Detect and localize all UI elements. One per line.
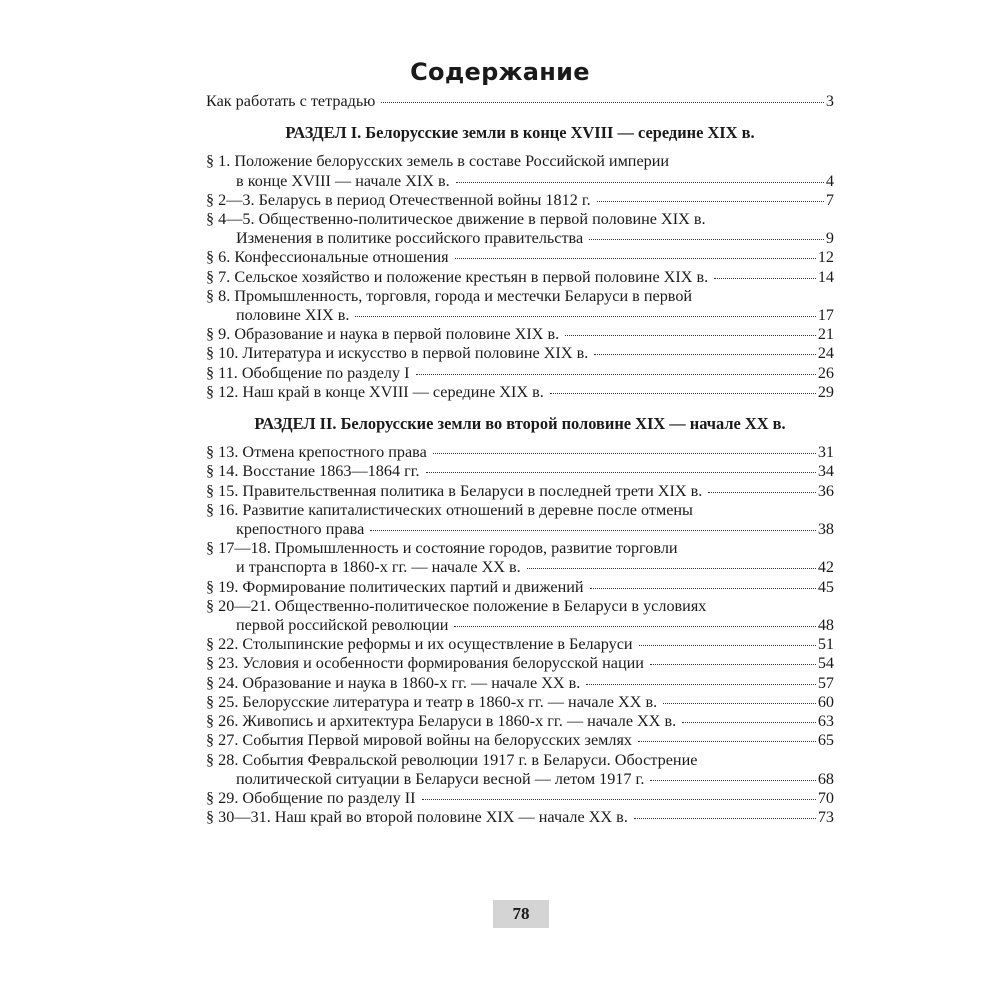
toc-entry-text: § 16. Развитие капиталистических отношений в деревне после отмены bbox=[206, 500, 693, 519]
dot-leader bbox=[355, 316, 815, 317]
toc-entry-page: 3 bbox=[825, 92, 834, 110]
toc-entry-text: § 22. Столыпинские реформы и их осуществление в Беларуси bbox=[206, 635, 633, 654]
toc-entry[interactable] bbox=[206, 152, 834, 190]
dot-leader bbox=[663, 703, 816, 704]
toc-entry-text: § 12. Наш край в конце XVIII — середине XIX в. bbox=[206, 382, 544, 401]
toc-entry[interactable] bbox=[206, 789, 834, 808]
toc-entry-page: 21 bbox=[817, 325, 834, 344]
toc-entry-page: 48 bbox=[817, 616, 834, 635]
toc-entry-text: § 27. События Первой мировой войны на белорусских землях bbox=[206, 731, 632, 750]
toc-entry-page: 70 bbox=[817, 788, 834, 807]
dot-leader bbox=[634, 818, 816, 819]
toc-entry-text: § 7. Сельское хозяйство и положение крестьян в первой половине XIX в. bbox=[206, 267, 709, 286]
toc-entry[interactable] bbox=[206, 654, 834, 673]
toc-entry-page: 57 bbox=[817, 673, 834, 692]
toc-entry-text: § 10. Литература и искусство в первой половине XIX в. bbox=[206, 344, 589, 363]
toc-entry[interactable] bbox=[206, 751, 834, 789]
toc-entry-page: 54 bbox=[817, 654, 834, 673]
toc-entry-page: 34 bbox=[817, 462, 834, 481]
toc-entry[interactable] bbox=[206, 635, 834, 654]
toc-entry-page: 9 bbox=[825, 229, 834, 248]
toc-entry-text: § 30—31. Наш край во второй половине XIX — начале XX в. bbox=[206, 808, 628, 827]
toc-entry[interactable] bbox=[206, 501, 834, 539]
toc-entry-page: 73 bbox=[817, 808, 834, 827]
toc-entry-page: 51 bbox=[817, 635, 834, 654]
toc-entry[interactable] bbox=[206, 578, 834, 597]
toc-entry-page: 38 bbox=[817, 520, 834, 539]
toc-entry-text: Изменения в политике российского правительства bbox=[236, 229, 584, 248]
dot-leader bbox=[565, 335, 816, 336]
table-of-contents bbox=[206, 92, 834, 827]
toc-entry-text: § 26. Живопись и архитектура Беларуси в 1860-х гг. — начале XX в. bbox=[206, 712, 677, 731]
toc-entry-text: в конце XVIII — начале XIX в. bbox=[236, 171, 450, 190]
toc-entry-page: 17 bbox=[817, 306, 834, 325]
toc-entry-text: половине XIX в. bbox=[236, 306, 350, 325]
section-heading: РАЗДЕЛ II. Белорусские земли во второй половине XIX — начале XX в. bbox=[254, 414, 786, 434]
dot-leader bbox=[416, 374, 816, 375]
toc-entry[interactable] bbox=[206, 539, 834, 577]
page-number: 78 bbox=[493, 900, 549, 928]
toc-entry[interactable] bbox=[206, 597, 834, 635]
dot-leader bbox=[381, 102, 824, 103]
toc-entry-text: § 13. Отмена крепостного права bbox=[206, 443, 427, 462]
toc-entry[interactable] bbox=[206, 248, 834, 267]
toc-entry-text: § 20—21. Общественно-политическое положение в Беларуси в условиях bbox=[206, 596, 707, 615]
toc-entry-text: § 19. Формирование политических партий и движений bbox=[206, 577, 584, 596]
toc-entry-text: § 29. Обобщение по разделу II bbox=[206, 788, 416, 807]
dot-leader bbox=[638, 741, 816, 742]
dot-leader bbox=[527, 568, 816, 569]
dot-leader bbox=[456, 182, 824, 183]
toc-entry[interactable] bbox=[206, 268, 834, 287]
toc-entry[interactable] bbox=[206, 383, 834, 402]
dot-leader bbox=[370, 530, 816, 531]
toc-entry[interactable] bbox=[206, 674, 834, 693]
toc-entry-page: 63 bbox=[817, 712, 834, 731]
dot-leader bbox=[650, 780, 815, 781]
toc-entry[interactable] bbox=[206, 287, 834, 325]
toc-entry-text: § 14. Восстание 1863—1864 гг. bbox=[206, 462, 420, 481]
toc-entry-text: крепостного права bbox=[236, 520, 365, 539]
toc-entry[interactable] bbox=[206, 191, 834, 210]
toc-entry-text: § 9. Образование и наука в первой половине XIX в. bbox=[206, 325, 560, 344]
toc-entry-text: § 28. События Февральской революции 1917 г. в Беларуси. Обострение bbox=[206, 750, 698, 769]
toc-entry-page: 31 bbox=[817, 443, 834, 462]
toc-entry-page: 24 bbox=[817, 344, 834, 363]
toc-entry-page: 26 bbox=[817, 363, 834, 382]
toc-entry-text: § 2—3. Беларусь в период Отечественной войны 1812 г. bbox=[206, 190, 591, 209]
toc-entry-page: 60 bbox=[817, 692, 834, 711]
dot-leader bbox=[650, 664, 816, 665]
dot-leader bbox=[433, 453, 816, 454]
dot-leader bbox=[550, 393, 816, 394]
dot-leader bbox=[639, 645, 816, 646]
dot-leader bbox=[426, 472, 816, 473]
toc-entry-text: § 24. Образование и наука в 1860-х гг. — начале XX в. bbox=[206, 673, 581, 692]
toc-entry-page: 29 bbox=[817, 382, 834, 401]
section-heading: РАЗДЕЛ I. Белорусские земли в конце XVIII — середине XIX в. bbox=[285, 123, 755, 143]
toc-entry-text: § 17—18. Промышленность и состояние городов, развитие торговли bbox=[206, 539, 678, 558]
toc-entry-text: § 15. Правительственная политика в Беларуси в последней трети XIX в. bbox=[206, 481, 703, 500]
dot-leader bbox=[682, 722, 816, 723]
dot-leader bbox=[455, 258, 816, 259]
toc-entry-page: 68 bbox=[817, 769, 834, 788]
toc-entry[interactable] bbox=[206, 364, 834, 383]
page-title: Содержание bbox=[410, 58, 590, 86]
toc-entry-text: § 4—5. Общественно-политическое движение в первой половине XIX в. bbox=[206, 210, 706, 229]
toc-entry-text: Как работать с тетрадью bbox=[206, 92, 376, 110]
toc-entry-page: 4 bbox=[825, 171, 834, 190]
toc-entry-intro[interactable] bbox=[206, 92, 834, 111]
toc-entry-text: и транспорта в 1860-х гг. — начале XX в. bbox=[236, 558, 521, 577]
toc-entry-page: 36 bbox=[817, 481, 834, 500]
toc-entry-text: политической ситуации в Беларуси весной — летом 1917 г. bbox=[236, 769, 645, 788]
toc-entry[interactable] bbox=[206, 462, 834, 481]
toc-entry-text: § 25. Белорусские литература и театр в 1860-х гг. — начале XX в. bbox=[206, 692, 658, 711]
toc-entry[interactable] bbox=[206, 808, 834, 827]
toc-entry[interactable] bbox=[206, 712, 834, 731]
toc-entry-page: 7 bbox=[825, 190, 834, 209]
toc-entry[interactable] bbox=[206, 482, 834, 501]
toc-entry-page: 65 bbox=[817, 731, 834, 750]
toc-entry-text: § 23. Условия и особенности формирования белорусской нации bbox=[206, 654, 644, 673]
toc-entry-page: 42 bbox=[817, 558, 834, 577]
toc-entry[interactable] bbox=[206, 731, 834, 750]
dot-leader bbox=[714, 278, 816, 279]
dot-leader bbox=[422, 799, 816, 800]
toc-entry[interactable] bbox=[206, 325, 834, 344]
toc-entry-page: 45 bbox=[817, 577, 834, 596]
toc-entry-text: § 8. Промышленность, торговля, города и местечки Беларуси в первой bbox=[206, 286, 693, 305]
dot-leader bbox=[590, 588, 816, 589]
toc-entry[interactable] bbox=[206, 693, 834, 712]
toc-entry-text: § 6. Конфессиональные отношения bbox=[206, 248, 449, 267]
dot-leader bbox=[586, 684, 815, 685]
toc-entry-text: § 1. Положение белорусских земель в составе Российской империи bbox=[206, 152, 670, 171]
dot-leader bbox=[594, 354, 816, 355]
toc-entry-text: первой российской революции bbox=[236, 616, 449, 635]
toc-entry[interactable] bbox=[206, 344, 834, 363]
dot-leader bbox=[454, 626, 815, 627]
toc-entry-text: § 11. Обобщение по разделу I bbox=[206, 363, 410, 382]
toc-entry[interactable] bbox=[206, 210, 834, 248]
dot-leader bbox=[597, 201, 824, 202]
toc-entry[interactable] bbox=[206, 443, 834, 462]
dot-leader bbox=[708, 492, 816, 493]
dot-leader bbox=[589, 239, 824, 240]
toc-entry-page: 14 bbox=[817, 267, 834, 286]
toc-entry-page: 12 bbox=[817, 248, 834, 267]
